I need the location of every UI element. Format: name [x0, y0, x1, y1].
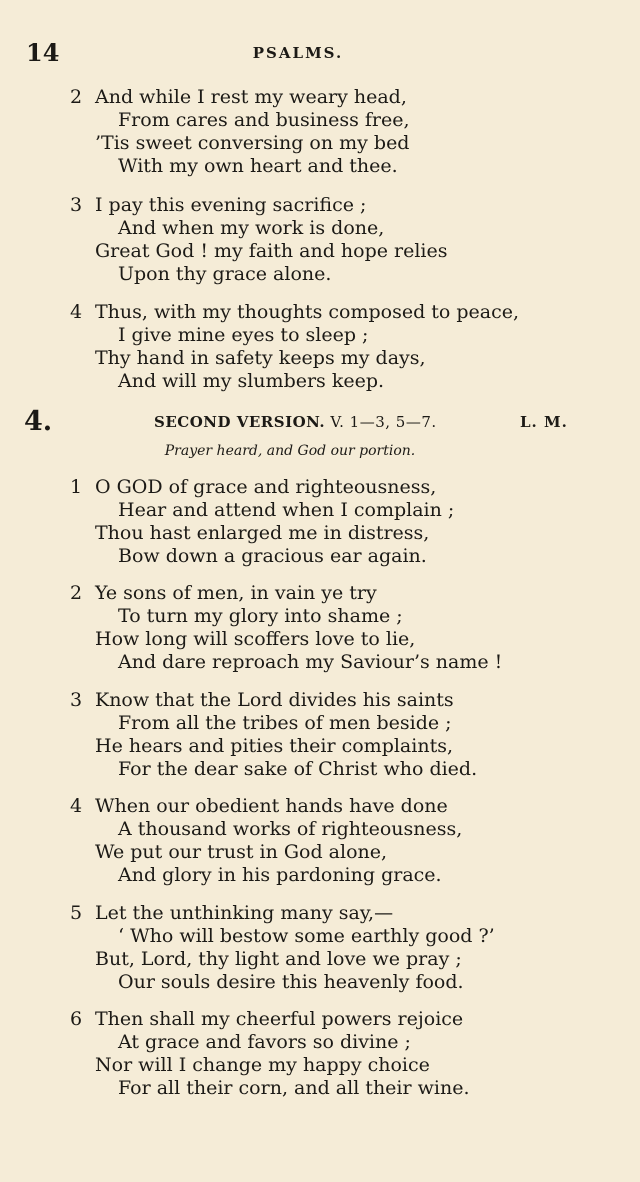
verse-line: From cares and business free,	[118, 109, 410, 131]
verse-line: At grace and favors so divine ;	[118, 1031, 411, 1053]
verse-line: Let the unthinking many say,—	[95, 902, 394, 924]
verse-line: Then shall my cheerful powers rejoice	[95, 1008, 464, 1030]
stanza-number: 5	[70, 902, 83, 924]
verse-line: Hear and attend when I complain ;	[118, 499, 455, 521]
verse-line: Bow down a gracious ear again.	[118, 545, 427, 567]
verse-line: O GOD of grace and righteousness,	[95, 476, 437, 498]
stanza-number: 3	[70, 689, 83, 711]
stanza-number: 6	[70, 1008, 83, 1030]
verse-line: And glory in his pardoning grace.	[118, 864, 442, 886]
verse-line: And dare reproach my Saviour’s name !	[118, 651, 503, 673]
verse-line: Our souls desire this heavenly food.	[118, 971, 464, 993]
verse-line: We put our trust in God alone,	[95, 841, 388, 863]
verse-line: Thou hast enlarged me in distress,	[95, 522, 430, 544]
page-number: 14	[26, 38, 60, 67]
version-label: SECOND VERSION.	[154, 413, 326, 431]
verse-line: From all the tribes of men beside ;	[118, 712, 452, 734]
verse-line: For all their corn, and all their wine.	[118, 1077, 470, 1099]
verse-line: And while I rest my weary head,	[95, 86, 407, 108]
verse-line: And when my work is done,	[118, 217, 385, 239]
verse-line: I pay this evening sacrifice ;	[95, 194, 367, 216]
running-title: PSALMS.	[252, 44, 344, 62]
psalm-subtitle: Prayer heard, and God our portion.	[164, 443, 416, 459]
verse-line: For the dear sake of Christ who died.	[118, 758, 478, 780]
version-heading	[154, 413, 437, 431]
psalm-number: 4.	[24, 406, 53, 437]
stanza-number: 3	[70, 194, 83, 216]
verse-line: I give mine eyes to sleep ;	[118, 324, 369, 346]
verse-line: ‘ Who will bestow some earthly good ?’	[118, 925, 495, 947]
verse-line: Thy hand in safety keeps my days,	[95, 347, 426, 369]
meter-label: L. M.	[520, 413, 568, 431]
verse-line: Ye sons of men, in vain ye try	[95, 582, 377, 604]
verse-line: Upon thy grace alone.	[118, 263, 332, 285]
verse-line: When our obedient hands have done	[95, 795, 448, 817]
stanza-number: 2	[70, 582, 83, 604]
verse-line: And will my slumbers keep.	[118, 370, 385, 392]
verse-line: Nor will I change my happy choice	[95, 1054, 430, 1076]
verse-line: Thus, with my thoughts composed to peace,	[95, 301, 520, 323]
stanza-number: 4	[70, 301, 83, 323]
verse-line: ’Tis sweet conversing on my bed	[95, 132, 410, 154]
verse-line: With my own heart and thee.	[118, 155, 398, 177]
verse-line: How long will scoffers love to lie,	[95, 628, 416, 650]
stanza-number: 2	[70, 86, 83, 108]
verse-line: He hears and pities their complaints,	[95, 735, 454, 757]
stanza-number: 1	[70, 476, 83, 498]
verse-line: Great God ! my faith and hope relies	[95, 240, 448, 262]
verse-line: But, Lord, thy light and love we pray ;	[95, 948, 462, 970]
verse-line: Know that the Lord divides his saints	[95, 689, 454, 711]
verse-line: A thousand works of righteousness,	[118, 818, 463, 840]
verse-range: V. 1—3, 5—7.	[330, 413, 437, 431]
stanza-number: 4	[70, 795, 83, 817]
verse-line: To turn my glory into shame ;	[118, 605, 403, 627]
